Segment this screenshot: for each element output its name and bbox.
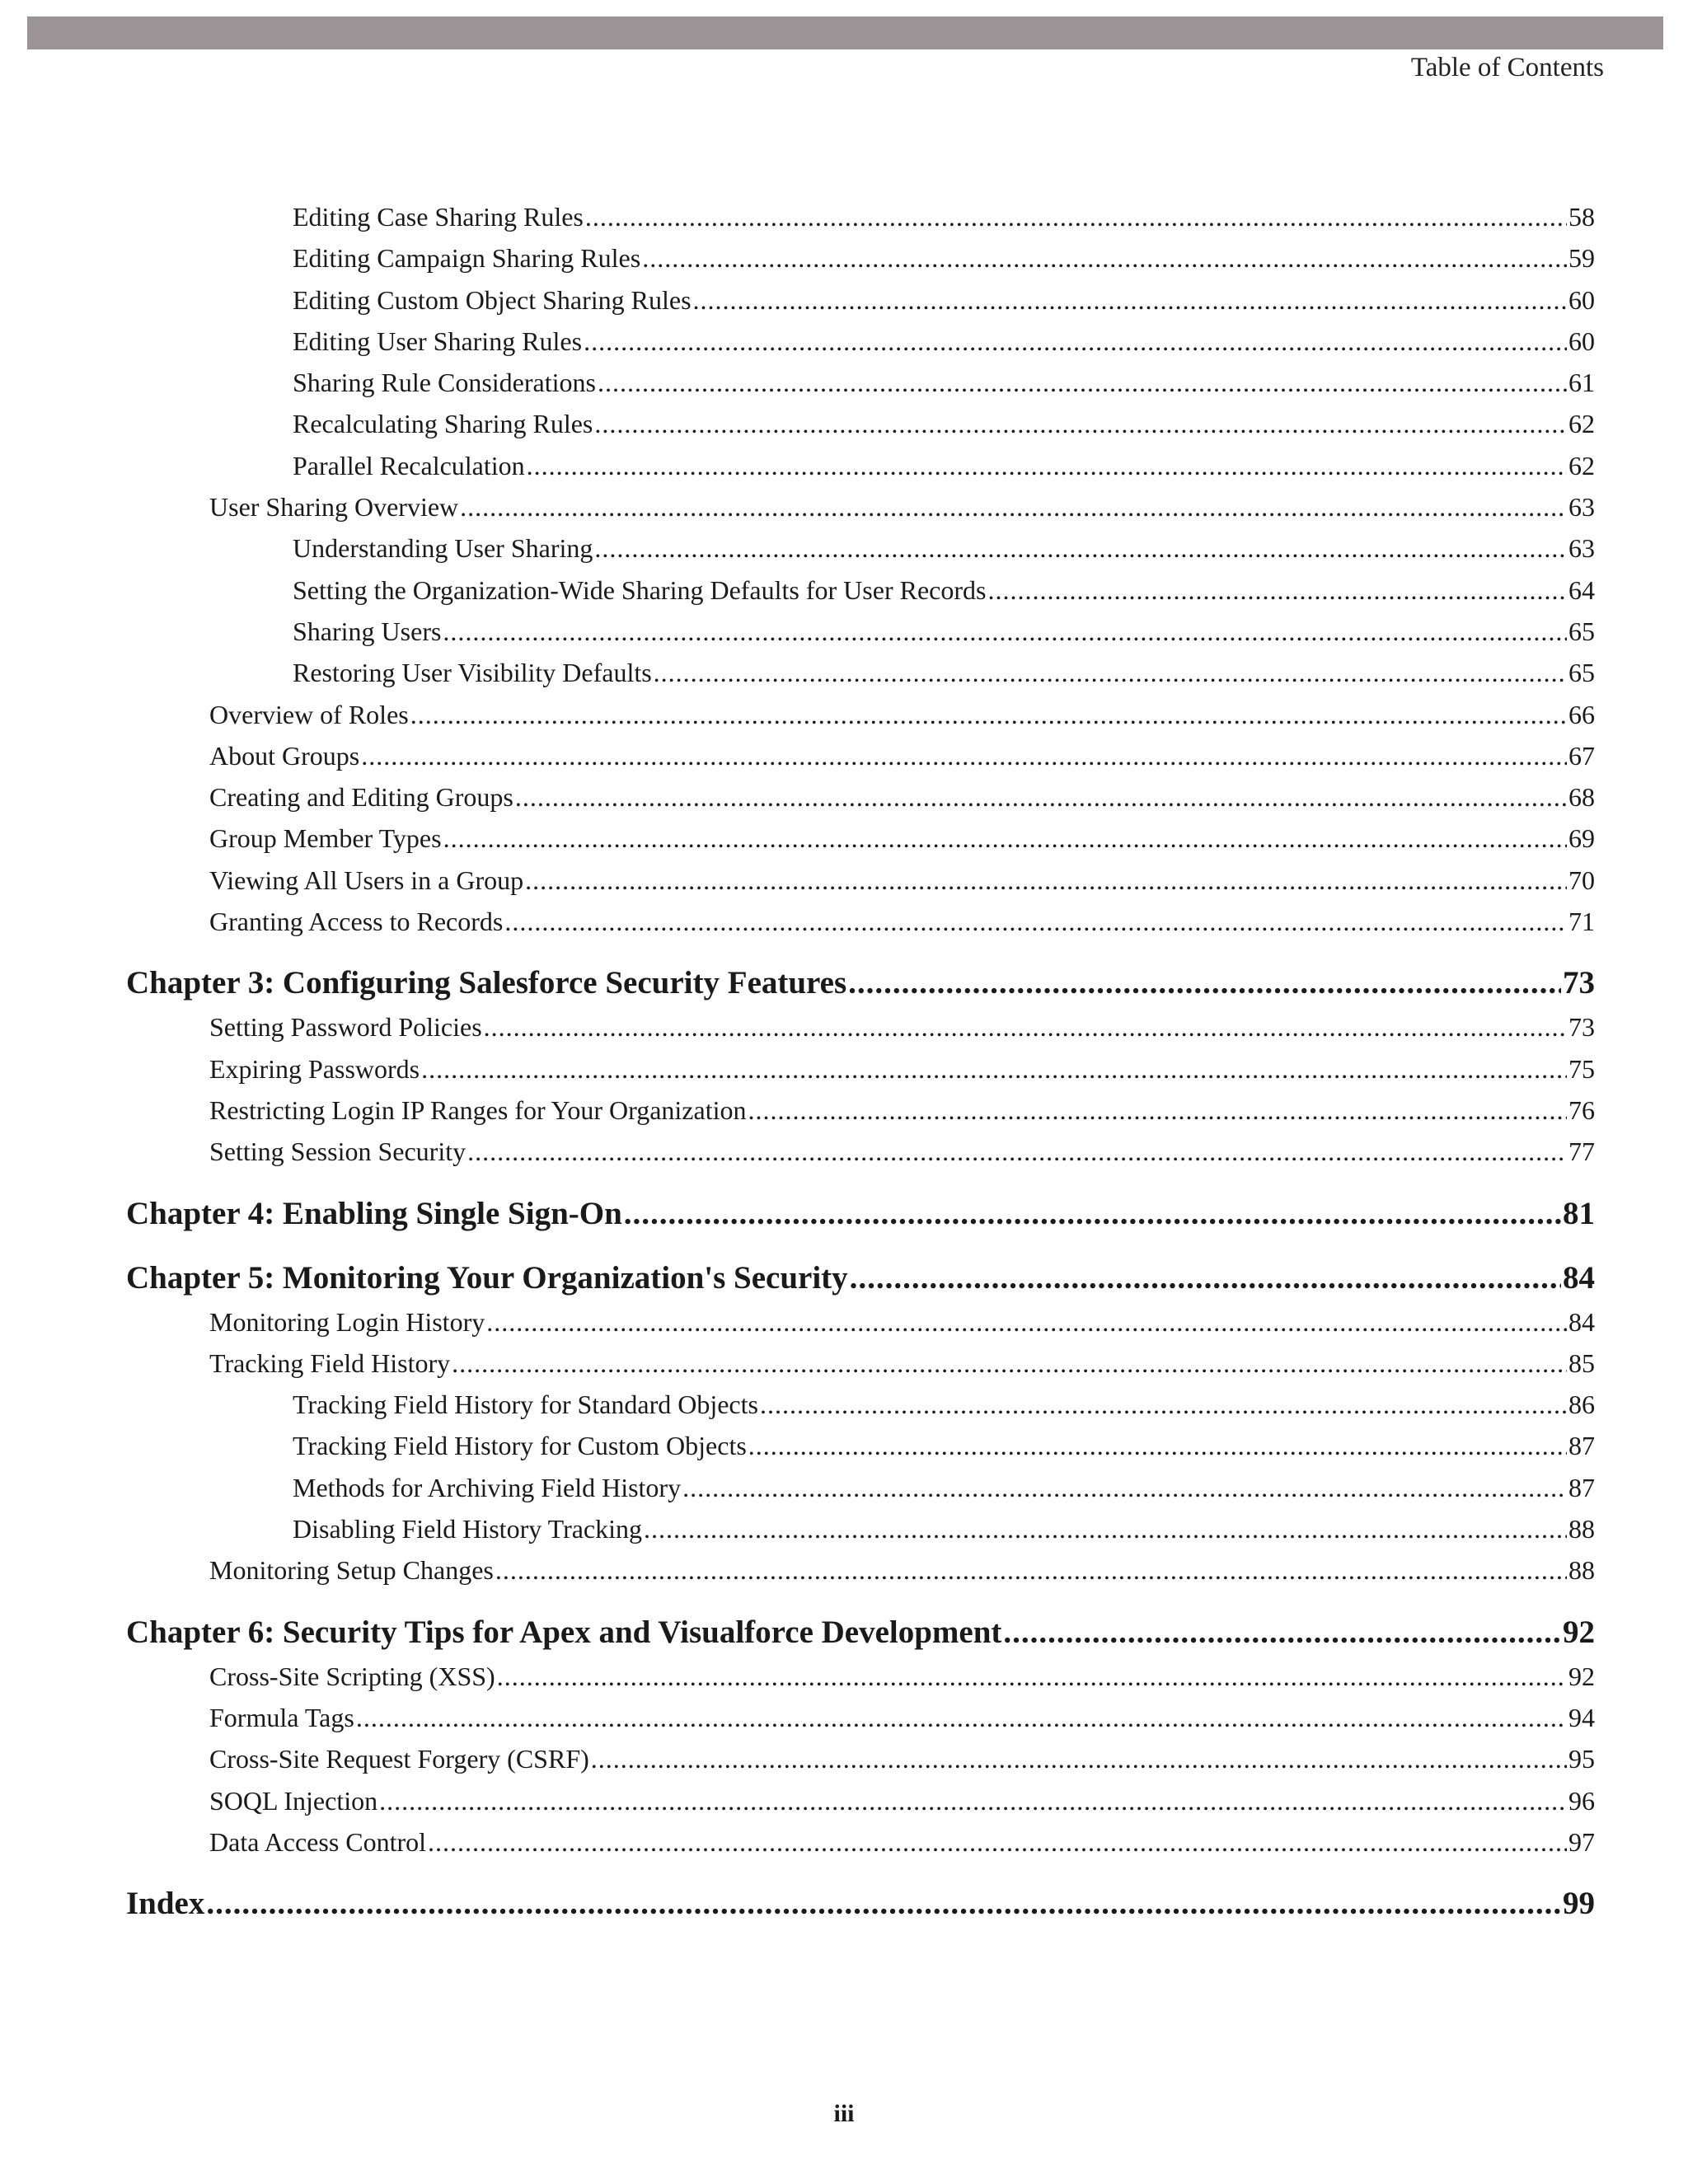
toc-entry-page: 85: [1568, 1347, 1595, 1378]
dot-leader: [760, 1384, 1567, 1425]
dot-leader: [591, 1738, 1567, 1779]
toc-entry[interactable]: [126, 1467, 1595, 1508]
dot-leader: [452, 1343, 1567, 1384]
dot-leader: [654, 652, 1567, 693]
toc-entry[interactable]: [126, 403, 1595, 444]
toc-entry[interactable]: [126, 1780, 1595, 1821]
toc-entry-title: SOQL Injection: [209, 1785, 378, 1816]
toc-entry-title: About Groups: [209, 740, 360, 771]
toc-entry-page: 87: [1568, 1431, 1595, 1461]
dot-leader: [584, 321, 1567, 362]
toc-entry[interactable]: [126, 362, 1595, 403]
toc-entry[interactable]: [126, 527, 1595, 569]
toc-entry[interactable]: [126, 611, 1595, 652]
toc-entry-title: Setting the Organization-Wide Sharing Defaults for User Records: [293, 574, 987, 605]
toc-entry[interactable]: [126, 1549, 1595, 1591]
dot-leader: [682, 1467, 1567, 1508]
toc-entry-title: Editing User Sharing Rules: [293, 326, 583, 356]
dot-leader: [642, 237, 1567, 279]
toc-entry-page: 62: [1568, 450, 1595, 480]
toc-entry-title: Index: [126, 1886, 205, 1922]
toc-entry-page: 63: [1568, 492, 1595, 523]
header-bar: [27, 16, 1663, 49]
toc-entry[interactable]: [126, 1006, 1595, 1047]
toc-entry-page: 88: [1568, 1555, 1595, 1586]
toc-entry[interactable]: [126, 1384, 1595, 1425]
toc-entry-page: 67: [1568, 740, 1595, 771]
toc-entry[interactable]: [126, 1343, 1595, 1384]
page-number: iii: [833, 2100, 855, 2127]
toc-chapter-entry[interactable]: [126, 1881, 1595, 1927]
toc-entry-title: Sharing Rule Considerations: [293, 368, 596, 398]
dot-leader: [598, 362, 1567, 403]
toc-entry-title: Monitoring Setup Changes: [209, 1555, 494, 1586]
toc-entry-title: Editing Custom Object Sharing Rules: [293, 284, 692, 315]
toc-entry[interactable]: [126, 1508, 1595, 1549]
toc-entry-page: 84: [1563, 1259, 1595, 1296]
dot-leader: [624, 1191, 1561, 1237]
dot-leader: [443, 611, 1567, 652]
dot-leader: [443, 818, 1567, 859]
toc-entry-title: Understanding User Sharing: [293, 533, 593, 564]
toc-entry-page: 62: [1568, 409, 1595, 439]
toc-entry[interactable]: [126, 1697, 1595, 1738]
dot-leader: [460, 486, 1567, 527]
dot-leader: [206, 1881, 1561, 1927]
toc-entry-page: 87: [1568, 1472, 1595, 1502]
dot-leader: [1003, 1610, 1561, 1656]
dot-leader: [594, 403, 1567, 444]
toc-entry-page: 92: [1568, 1661, 1595, 1691]
dot-leader: [495, 1549, 1567, 1591]
toc-entry[interactable]: [126, 694, 1595, 735]
toc-entry-title: Chapter 6: Security Tips for Apex and Visualforce Development: [126, 1614, 1002, 1650]
toc-entry[interactable]: [126, 1301, 1595, 1343]
toc-entry-page: 66: [1568, 699, 1595, 729]
toc-entry-title: Tracking Field History for Custom Objects: [293, 1431, 747, 1461]
dot-leader: [594, 527, 1567, 569]
dot-leader: [410, 694, 1567, 735]
toc-entry-page: 96: [1568, 1785, 1595, 1816]
toc-entry[interactable]: [126, 652, 1595, 693]
toc-entry[interactable]: [126, 237, 1595, 279]
table-of-contents: [126, 196, 1595, 1927]
toc-entry[interactable]: [126, 321, 1595, 362]
toc-entry-page: 99: [1563, 1886, 1595, 1922]
toc-entry-title: Tracking Field History for Standard Objects: [293, 1390, 758, 1420]
toc-entry-title: Viewing All Users in a Group: [209, 865, 524, 895]
toc-entry[interactable]: [126, 1131, 1595, 1172]
dot-leader: [428, 1821, 1567, 1863]
running-header: Table of Contents: [1410, 53, 1604, 82]
dot-leader: [361, 735, 1567, 776]
toc-entry-title: Editing Case Sharing Rules: [293, 202, 584, 232]
toc-entry[interactable]: [126, 735, 1595, 776]
toc-entry-title: Setting Password Policies: [209, 1012, 482, 1043]
toc-entry[interactable]: [126, 818, 1595, 859]
toc-chapter-entry[interactable]: [126, 1255, 1595, 1301]
dot-leader: [421, 1048, 1567, 1090]
toc-entry-title: Monitoring Login History: [209, 1306, 485, 1337]
toc-entry-page: 71: [1568, 907, 1595, 937]
toc-entry[interactable]: [126, 1090, 1595, 1131]
toc-entry-title: Restoring User Visibility Defaults: [293, 658, 652, 688]
toc-entry-page: 76: [1568, 1094, 1595, 1125]
toc-entry[interactable]: [126, 486, 1595, 527]
toc-entry[interactable]: [126, 860, 1595, 901]
toc-entry-page: 97: [1568, 1826, 1595, 1857]
dot-leader: [484, 1006, 1567, 1047]
toc-entry-page: 60: [1568, 284, 1595, 315]
toc-entry-page: 77: [1568, 1137, 1595, 1167]
toc-entry-title: Restricting Login IP Ranges for Your Organization: [209, 1094, 747, 1125]
toc-entry-page: 70: [1568, 865, 1595, 895]
toc-entry-page: 86: [1568, 1390, 1595, 1420]
toc-entry-title: Recalculating Sharing Rules: [293, 409, 593, 439]
toc-entry[interactable]: [126, 1425, 1595, 1466]
toc-chapter-entry[interactable]: [126, 1191, 1595, 1237]
toc-entry-title: Tracking Field History: [209, 1347, 451, 1378]
dot-leader: [467, 1131, 1567, 1172]
dot-leader: [504, 901, 1567, 942]
dot-leader: [379, 1780, 1567, 1821]
dot-leader: [748, 1425, 1567, 1466]
dot-leader: [748, 1090, 1567, 1131]
toc-entry-page: 73: [1568, 1012, 1595, 1043]
toc-entry-page: 69: [1568, 823, 1595, 854]
toc-entry-page: 65: [1568, 616, 1595, 646]
toc-entry-title: Data Access Control: [209, 1826, 427, 1857]
toc-entry[interactable]: [126, 776, 1595, 818]
toc-entry-title: Chapter 3: Configuring Salesforce Security Features: [126, 965, 847, 1001]
toc-entry-title: Chapter 4: Enabling Single Sign-On: [126, 1195, 622, 1231]
toc-entry[interactable]: [126, 1821, 1595, 1863]
toc-entry-title: Group Member Types: [209, 823, 442, 854]
dot-leader: [848, 960, 1561, 1006]
toc-entry-page: 84: [1568, 1306, 1595, 1337]
toc-entry-page: 59: [1568, 243, 1595, 274]
toc-entry[interactable]: [126, 901, 1595, 942]
toc-entry[interactable]: [126, 445, 1595, 486]
toc-entry-page: 75: [1568, 1053, 1595, 1084]
dot-leader: [850, 1255, 1561, 1301]
toc-entry-title: Chapter 5: Monitoring Your Organization's Security: [126, 1259, 848, 1296]
dot-leader: [527, 445, 1567, 486]
toc-entry-page: 92: [1563, 1614, 1595, 1650]
toc-entry-title: Parallel Recalculation: [293, 450, 525, 480]
toc-entry-page: 68: [1568, 782, 1595, 813]
toc-entry-title: Setting Session Security: [209, 1137, 467, 1167]
toc-entry[interactable]: [126, 1048, 1595, 1090]
toc-entry-title: Methods for Archiving Field History: [293, 1472, 682, 1502]
toc-entry-page: 81: [1563, 1195, 1595, 1231]
toc-entry-page: 60: [1568, 326, 1595, 356]
toc-entry[interactable]: [126, 1738, 1595, 1779]
toc-entry-title: Expiring Passwords: [209, 1053, 420, 1084]
dot-leader: [525, 860, 1567, 901]
toc-entry[interactable]: [126, 279, 1595, 321]
toc-entry-title: Editing Campaign Sharing Rules: [293, 243, 641, 274]
toc-entry-page: 88: [1568, 1514, 1595, 1544]
dot-leader: [585, 196, 1567, 237]
dot-leader: [497, 1656, 1567, 1697]
toc-entry-page: 64: [1568, 574, 1595, 605]
toc-entry-title: Cross-Site Scripting (XSS): [209, 1661, 495, 1691]
dot-leader: [693, 279, 1567, 321]
toc-entry-page: 58: [1568, 202, 1595, 232]
dot-leader: [515, 776, 1567, 818]
toc-entry-title: Cross-Site Request Forgery (CSRF): [209, 1744, 589, 1774]
dot-leader: [644, 1508, 1567, 1549]
toc-entry[interactable]: [126, 569, 1595, 611]
toc-chapter-entry[interactable]: [126, 1610, 1595, 1656]
toc-entry-title: Formula Tags: [209, 1702, 354, 1732]
toc-chapter-entry[interactable]: [126, 960, 1595, 1006]
toc-entry-page: 94: [1568, 1702, 1595, 1732]
toc-entry-title: Granting Access to Records: [209, 907, 504, 937]
toc-entry[interactable]: [126, 196, 1595, 237]
toc-entry-page: 61: [1568, 368, 1595, 398]
toc-entry-title: User Sharing Overview: [209, 492, 459, 523]
dot-leader: [987, 569, 1567, 611]
toc-entry-page: 65: [1568, 658, 1595, 688]
toc-entry-page: 73: [1563, 965, 1595, 1001]
toc-entry-title: Disabling Field History Tracking: [293, 1514, 643, 1544]
dot-leader: [486, 1301, 1567, 1343]
toc-entry-title: Sharing Users: [293, 616, 442, 646]
dot-leader: [356, 1697, 1567, 1738]
toc-entry-page: 95: [1568, 1744, 1595, 1774]
toc-entry[interactable]: [126, 1656, 1595, 1697]
toc-entry-title: Overview of Roles: [209, 699, 409, 729]
toc-entry-title: Creating and Editing Groups: [209, 782, 513, 813]
toc-entry-page: 63: [1568, 533, 1595, 564]
